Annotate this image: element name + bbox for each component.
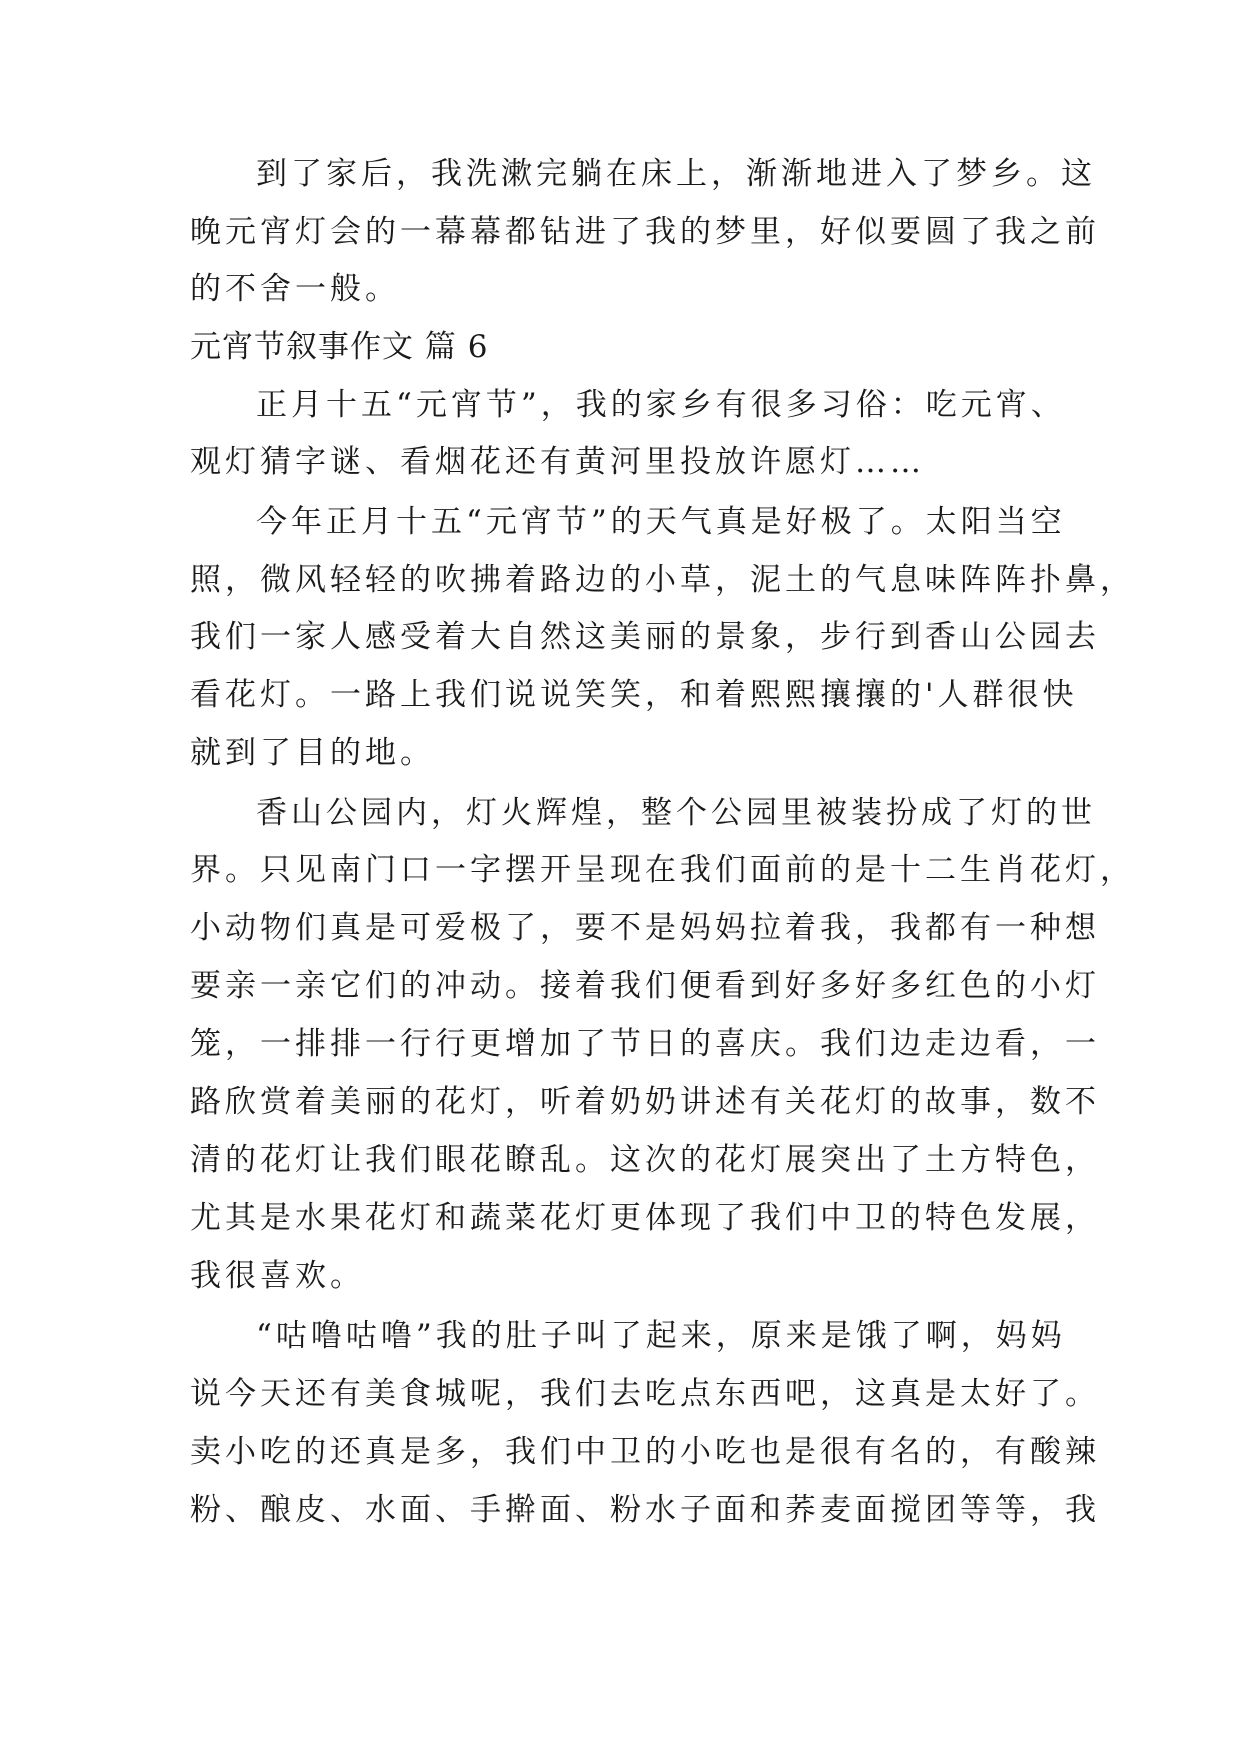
text-line: 说今天还有美食城呢，我们去吃点东西吧，这真是太好了。 [190, 1376, 1100, 1412]
text-line: 正月十五“元宵节”，我的家乡有很多习俗：吃元宵、 [256, 387, 1066, 423]
text-line: 笼，一排排一行行更增加了节日的喜庆。我们边走边看，一 [190, 1026, 1100, 1062]
text-line: 清的花灯让我们眼花瞭乱。这次的花灯展突出了土方特色， [190, 1142, 1100, 1178]
text-line: 晚元宵灯会的一幕幕都钻进了我的梦里，好似要圆了我之前 [190, 214, 1100, 250]
text-line: 我们一家人感受着大自然这美丽的景象，步行到香山公园去 [190, 619, 1100, 655]
text-line: 卖小吃的还真是多，我们中卫的小吃也是很有名的，有酸辣 [190, 1434, 1100, 1470]
text-line: 香山公园内，灯火辉煌，整个公园里被装扮成了灯的世 [256, 795, 1096, 831]
section-heading: 元宵节叙事作文 篇 6 [190, 329, 489, 365]
text-line: 观灯猜字谜、看烟花还有黄河里投放许愿灯…… [190, 444, 925, 480]
text-line: 到了家后，我洗漱完躺在床上，渐渐地进入了梦乡。这 [256, 156, 1096, 192]
text-line: 粉、酿皮、水面、手擀面、粉水子面和荞麦面搅团等等，我 [190, 1492, 1100, 1528]
text-line: 界。只见南门口一字摆开呈现在我们面前的是十二生肖花灯， [190, 852, 1135, 888]
text-line: 小动物们真是可爱极了，要不是妈妈拉着我，我都有一种想 [190, 910, 1100, 946]
text-line: 我很喜欢。 [190, 1258, 365, 1294]
text-line: 照，微风轻轻的吹拂着路边的小草，泥土的气息味阵阵扑鼻， [190, 562, 1135, 598]
text-line: 今年正月十五“元宵节”的天气真是好极了。太阳当空 [256, 504, 1066, 540]
text-line: 的不舍一般。 [190, 271, 400, 307]
text-line: 路欣赏着美丽的花灯，听着奶奶讲述有关花灯的故事，数不 [190, 1084, 1100, 1120]
text-line: 要亲一亲它们的冲动。接着我们便看到好多好多红色的小灯 [190, 968, 1100, 1004]
text-line: 就到了目的地。 [190, 735, 435, 771]
text-line: “咕噜咕噜”我的肚子叫了起来，原来是饿了啊，妈妈 [256, 1318, 1066, 1354]
text-line: 尤其是水果花灯和蔬菜花灯更体现了我们中卫的特色发展， [190, 1200, 1100, 1236]
text-line: 看花灯。一路上我们说说笑笑，和着熙熙攘攘的'人群很快 [190, 677, 1078, 713]
